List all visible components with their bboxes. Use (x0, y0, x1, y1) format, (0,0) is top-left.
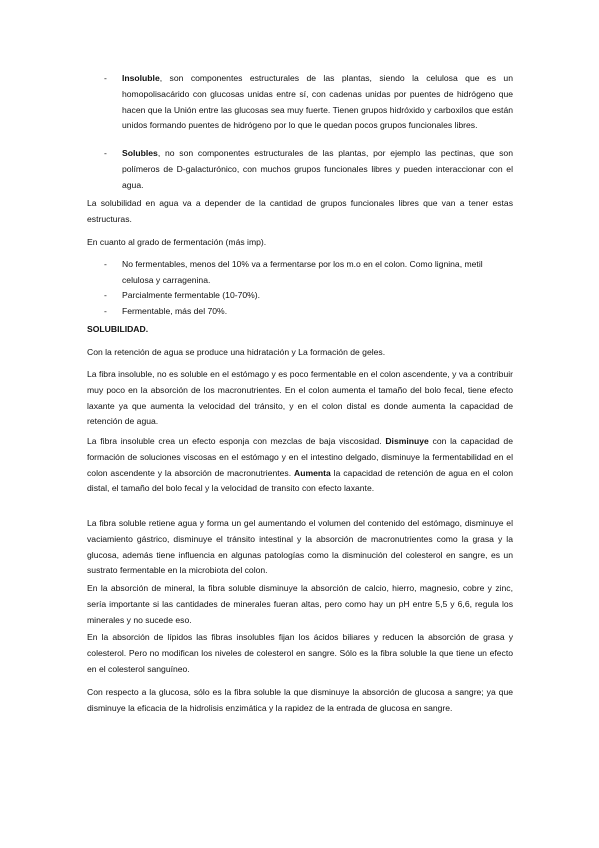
paragraph-fibra-insoluble-1: La fibra insoluble, no es soluble en el estómago y es poco fermentable en el colon ascendente, y va a contribuir muy poco en la absorción de los macronutrientes. En el colon aumenta el tamaño del bolo fecal, tiene efecto laxante ya que aumenta la velocidad del tránsito, y en el colon distal es donde aumenta la capacidad de retención de agua. (87, 369, 513, 427)
list-item-text: , son componentes estructurales de las plantas, siendo la celulosa que es un homopolisacárido con glucosas unidas entre sí, con cadenas unidas por puentes de hidrógeno que hacen que la Unión entre las glucosas sea muy fuerte. Tienen grupos hidróxido y carboxilos que están unidos formando puentes de hidrógeno por lo que le quedan pocos grupos funcionales libres. (122, 73, 513, 131)
list-dash: - (104, 259, 107, 269)
section-heading: SOLUBILIDAD. (87, 324, 149, 334)
emphasis-aumenta: Aumenta (294, 467, 331, 478)
paragraph-glucosa: Con respecto a la glucosa, sólo es la fibra soluble la que disminuye la absorción de glucosa a sangre; ya que disminuye la eficacia de la hidrolisis enzimática y la rapidez de la entrada de glucosa en sangre. (87, 687, 513, 713)
text-run: con la capacidad de formación de soluciones viscosas en el estómago y en el intestino delgado, disminuye la fermentabilidad en el colon ascendente y la absorción de macronutrientes. (87, 436, 513, 478)
term-insoluble: Insoluble (122, 73, 160, 83)
text-run: La fibra insoluble crea un efecto esponja con mezclas de baja viscosidad. (87, 436, 386, 446)
paragraph-fermentacion: En cuanto al grado de fermentación (más imp). (87, 237, 267, 247)
text-run: la capacidad de retención de agua en el colon distal, el tamaño del bolo fecal y la velocidad de transito con efecto laxante. (87, 467, 513, 494)
list-dash: - (104, 306, 107, 316)
list-item-text: , no son componentes estructurales de las plantas, por ejemplo las pectinas, que son polímeros de D-galacturónico, con muchos grupos funcionales libres y pueden interaccionar con el agua. (122, 148, 513, 190)
paragraph-solubilidad-intro: La solubilidad en agua va a depender de la cantidad de grupos funcionales libres que van a tener estas estructuras. (87, 198, 513, 224)
list-dash: - (104, 73, 107, 83)
list-item-insoluble (122, 71, 513, 134)
list-item-parcialmente-fermentable: Parcialmente fermentable (10-70%). (122, 290, 261, 300)
list-item-fermentable: Fermentable, más del 70%. (122, 306, 228, 316)
paragraph-fibra-soluble: La fibra soluble retiene agua y forma un gel aumentando el volumen del contenido del estómago, disminuye el vaciamiento gástrico, disminuye el tránsito intestinal y la absorción de macronutrientes como la grasa y la glucosa, además tiene influencia en algunas patologías como la disminución del colesterol en sangre, es un sustrato fermentable en la microbiota del colon. (87, 518, 513, 576)
list-item-solubles (122, 146, 513, 193)
list-dash: - (104, 290, 107, 300)
paragraph-retencion: Con la retención de agua se produce una hidratación y La formación de geles. (87, 347, 386, 357)
list-dash: - (104, 148, 107, 158)
emphasis-disminuye: Disminuye (385, 436, 429, 446)
paragraph-lipidos: En la absorción de lípidos las fibras insolubles fijan los ácidos biliares y reducen la absorción de grasa y colesterol. Pero no modifican los niveles de colesterol en sangre. Sólo es la fibra soluble la que tiene un efecto en el colesterol sanguíneo. (87, 632, 513, 674)
term-solubles: Solubles (122, 148, 158, 158)
list-item-no-fermentables: No fermentables, menos del 10% va a fermentarse por los m.o en el colon. Como lignina, metil celulosa y carragenina. (122, 259, 483, 285)
paragraph-fibra-insoluble-2 (87, 434, 513, 497)
paragraph-mineral: En la absorción de mineral, la fibra soluble disminuye la absorción de calcio, hierro, magnesio, cobre y zinc, sería importante si las cantidades de minerales fueran altas, pero como hay un pH entre 5,5 y 6,6, regula los minerales y no sucede eso. (87, 583, 513, 625)
